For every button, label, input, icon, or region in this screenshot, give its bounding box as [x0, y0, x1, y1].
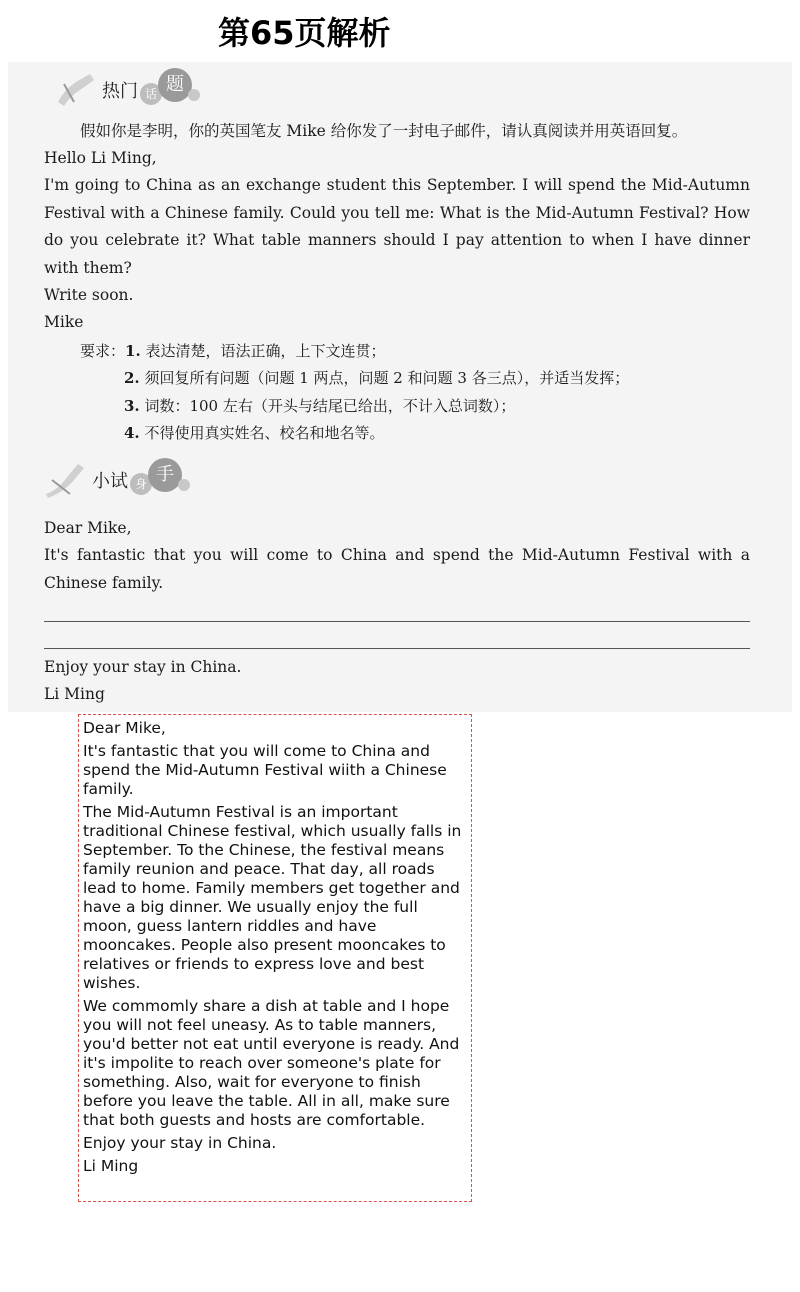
section-label: 小试 [92, 471, 128, 492]
requirement-text: 不得使用真实姓名、校名和地名等。 [144, 424, 385, 443]
bubble-badge-large: 手 [148, 458, 182, 492]
requirement-number: 4. [124, 424, 140, 443]
reply-opening: It's fantastic that you will come to China and spend the Mid-Autumn Festival with a Chinese family. [44, 546, 750, 592]
requirement-number: 2. [124, 369, 140, 388]
bubble-dot [188, 89, 200, 101]
reply-closing: Enjoy your stay in China. [44, 658, 242, 676]
requirements-label: 要求： [80, 342, 126, 360]
writing-line [44, 621, 750, 622]
answer-box [78, 714, 472, 1202]
section-label: 热门 [102, 81, 138, 102]
requirements-list [80, 338, 629, 448]
pencil-icon [54, 72, 96, 108]
answer-paragraph-2: The Mid-Autumn Festival is an important traditional Chinese festival, which usually falls in September. To the Chinese, the festival means family reunion and peace. That day, all roads lead to home. Family members get together and have a big dinner. We usually enjoy the full moon, guess lantern riddles and have mooncakes. People also present mooncakes to relatives or friends to express love and best wishes. [83, 803, 462, 992]
bubble-badge-small: 话 [140, 83, 162, 105]
email-closing: Write soon. [44, 286, 134, 305]
requirement-item [80, 420, 629, 447]
requirement-item [80, 338, 629, 365]
section-header-try-it [44, 462, 190, 498]
section-header-hot-topic [54, 72, 200, 108]
email-signature: Mike [44, 313, 84, 332]
requirement-number: 1. [125, 342, 141, 360]
answer-greeting: Dear Mike, [83, 719, 166, 737]
task-intro: 假如你是李明，你的英国笔友 Mike 给你发了一封电子邮件，请认真阅读并用英语回复。 [80, 122, 688, 140]
reply-greeting: Dear Mike, [44, 519, 132, 537]
requirement-text: 表达清楚，语法正确，上下文连贯； [145, 342, 386, 360]
pencil-icon [44, 462, 86, 498]
reply-template [44, 515, 750, 597]
answer-closing: Enjoy your stay in China. [83, 1134, 277, 1152]
requirement-item [80, 365, 629, 392]
requirement-number: 3. [124, 396, 140, 415]
writing-line [44, 648, 750, 649]
reply-closing-block [44, 654, 241, 709]
requirement-item [80, 393, 629, 420]
requirement-text: 须回复所有问题（问题 1 两点，问题 2 和问题 3 各三点），并适当发挥； [144, 369, 630, 388]
answer-paragraph-3: We commomly share a dish at table and I hope you will not feel uneasy. As to table manners, you'd better not eat until everyone is ready. And it's impolite to reach over someone's plate for something. Also, wait for everyone to finish before you leave the table. All in all, make sure that both guests and hosts are comfortable. [83, 997, 460, 1129]
bubble-badge-small: 身 [130, 473, 152, 495]
answer-paragraph-1: It's fantastic that you will come to China and spend the Mid-Autumn Festival wiith a Chinese family. [83, 742, 447, 798]
mike-email [44, 145, 750, 337]
reply-signature: Li Ming [44, 685, 105, 704]
page-title: 第65页解析 [218, 14, 391, 52]
answer-signature: Li Ming [83, 1157, 139, 1175]
email-greeting: Hello Li Ming, [44, 149, 157, 167]
email-body: I'm going to China as an exchange student this September. I will spend the Mid-Autumn Festival with a Chinese family. Could you tell me: What is the Mid-Autumn Festival? How do you celebrate it? What table manners should I pay attention to when I have dinner with them? [44, 176, 750, 277]
bubble-badge-large: 题 [158, 68, 192, 102]
requirement-text: 词数：100 左右（开头与结尾已给出，不计入总词数）； [144, 396, 516, 415]
bubble-dot [178, 479, 190, 491]
